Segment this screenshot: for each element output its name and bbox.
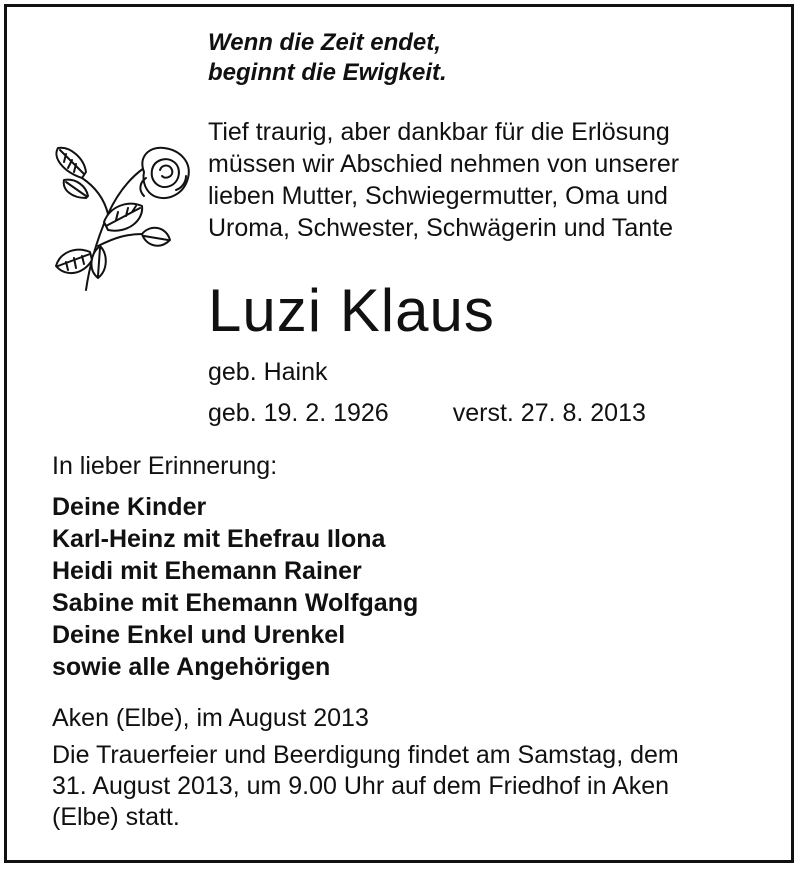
motto-line-1: Wenn die Zeit endet, (208, 29, 441, 56)
intro-line: Tief traurig, aber dankbar für die Erlösung (208, 118, 670, 146)
funeral-line: (Elbe) statt. (52, 803, 180, 831)
intro-text (208, 116, 748, 244)
intro-line: lieben Mutter, Schwiegermutter, Oma und (208, 182, 668, 210)
motto-line-2: beginnt die Ewigkeit. (208, 59, 447, 86)
funeral-info (52, 740, 748, 833)
birth-date: geb. 19. 2. 1926 (208, 399, 389, 427)
place-date: Aken (Elbe), im August 2013 (52, 704, 369, 732)
motto (208, 28, 447, 88)
deceased-name: Luzi Klaus (208, 277, 495, 344)
rose-icon (46, 142, 196, 292)
funeral-line: Die Trauerfeier und Beerdigung findet am Samstag, dem (52, 741, 679, 769)
memory-label: In lieber Erinnerung: (52, 452, 278, 480)
intro-line: müssen wir Abschied nehmen von unserer (208, 150, 680, 178)
intro-line: Uroma, Schwester, Schwägerin und Tante (208, 214, 674, 242)
death-date: verst. 27. 8. 2013 (452, 399, 646, 427)
maiden-name: geb. Haink (208, 358, 328, 386)
funeral-line: 31. August 2013, um 9.00 Uhr auf dem Friedhof in Aken (52, 772, 670, 800)
mourner-line: Karl-Heinz mit Ehefrau Ilona (52, 525, 386, 553)
mourners-list (52, 491, 418, 683)
mourner-line: Sabine mit Ehemann Wolfgang (52, 589, 419, 617)
mourner-line: Deine Kinder (52, 493, 207, 521)
mourner-line: Deine Enkel und Urenkel (52, 621, 346, 649)
life-dates (208, 397, 646, 429)
mourner-line: sowie alle Angehörigen (52, 653, 331, 681)
mourner-line: Heidi mit Ehemann Rainer (52, 557, 362, 585)
